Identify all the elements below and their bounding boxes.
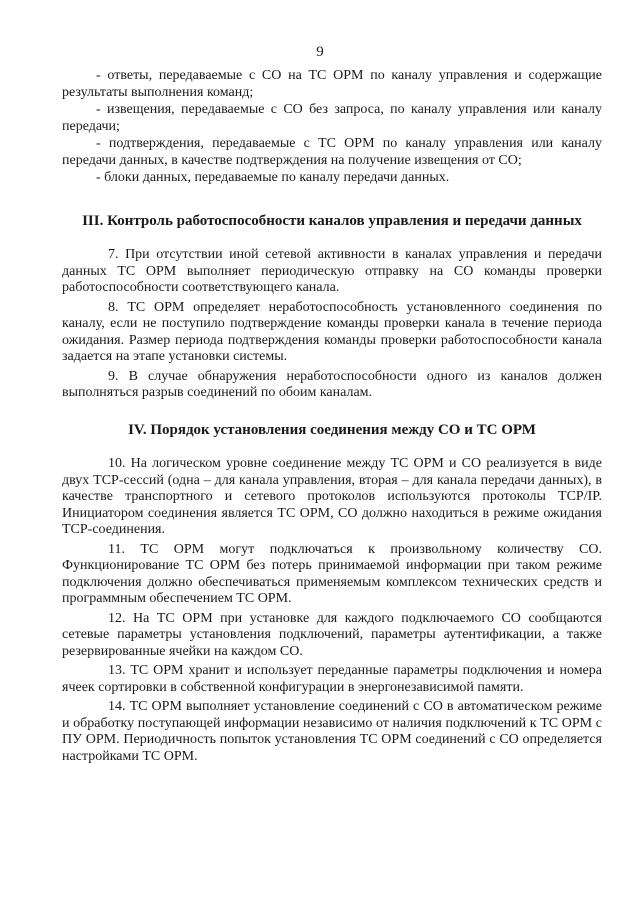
section-4-heading: IV. Порядок установления соединения между СО и ТС ОРМ: [128, 421, 536, 438]
paragraph-8: 8. ТС ОРМ определяет неработоспособность установленного соединения по каналу, если не поступило подтверждение команды проверки канала в течение периода ожидания. Размер периода подтверждения команды проверки работоспособности канала задается на этапе установки системы.: [62, 299, 602, 364]
paragraph-14: 14. ТС ОРМ выполняет установление соединений с СО в автоматическом режиме и обработку поступающей информации независимо от наличия подключений к ТС ОРМ с ПУ ОРМ. Периодичность попыток установления ТС ОРМ соединений с СО определяется настройками ТС ОРМ.: [62, 699, 602, 764]
paragraph-12: 12. На ТС ОРМ при установке для каждого подключаемого СО сообщаются сетевые параметры установления подключений, параметры аутентификации, а также резервированные ячейки на каждом СО.: [62, 610, 602, 659]
paragraph-11: 11. ТС ОРМ могут подключаться к произвольному количеству СО. Функционирование ТС ОРМ без потерь принимаемой информации при таком режиме подключения должно обеспечиваться применяемым комплексом технических средств и программным обеспечением ТС ОРМ.: [62, 541, 602, 606]
paragraph-7: 7. При отсутствии иной сетевой активности в каналах управления и передачи данных ТС ОРМ выполняет периодическую отправку на СО команды проверки работоспособности соответствующего канала.: [62, 247, 602, 295]
list-item: - извещения, передаваемые с СО без запроса, по каналу управления или каналу передачи;: [62, 102, 602, 134]
paragraph-10: 10. На логическом уровне соединение между ТС ОРМ и СО реализуется в виде двух TCP-сессий (одна – для канала управления, вторая – для канала передачи данных), в качестве транспортного и сетевого протоколов используются протоколы TCP/IP. Инициатором соединения является ТС ОРМ, СО должно находиться в режиме ожидания TCP-соединения.: [62, 456, 602, 537]
list-item: - подтверждения, передаваемые с ТС ОРМ по каналу управления или каналу передачи данных, в качестве подтверждения на получение извещения от СО;: [62, 136, 602, 168]
list-item: - ответы, передаваемые с СО на ТС ОРМ по каналу управления и содержащие результаты выполнения команд;: [62, 68, 602, 100]
document-body: [62, 68, 602, 768]
section-3-heading: III. Контроль работоспособности каналов управления и передачи данных: [82, 212, 582, 229]
list-item: - блоки данных, передаваемые по каналу передачи данных.: [96, 170, 450, 185]
page-number: 9: [316, 44, 324, 60]
paragraph-9: 9. В случае обнаружения неработоспособности одного из каналов должен выполняться разрыв соединений по обоим каналам.: [62, 368, 602, 400]
paragraph-13: 13. ТС ОРМ хранит и использует переданные параметры подключения и номера ячеек сортировки в собственной конфигурации в энергонезависимой памяти.: [62, 663, 602, 695]
